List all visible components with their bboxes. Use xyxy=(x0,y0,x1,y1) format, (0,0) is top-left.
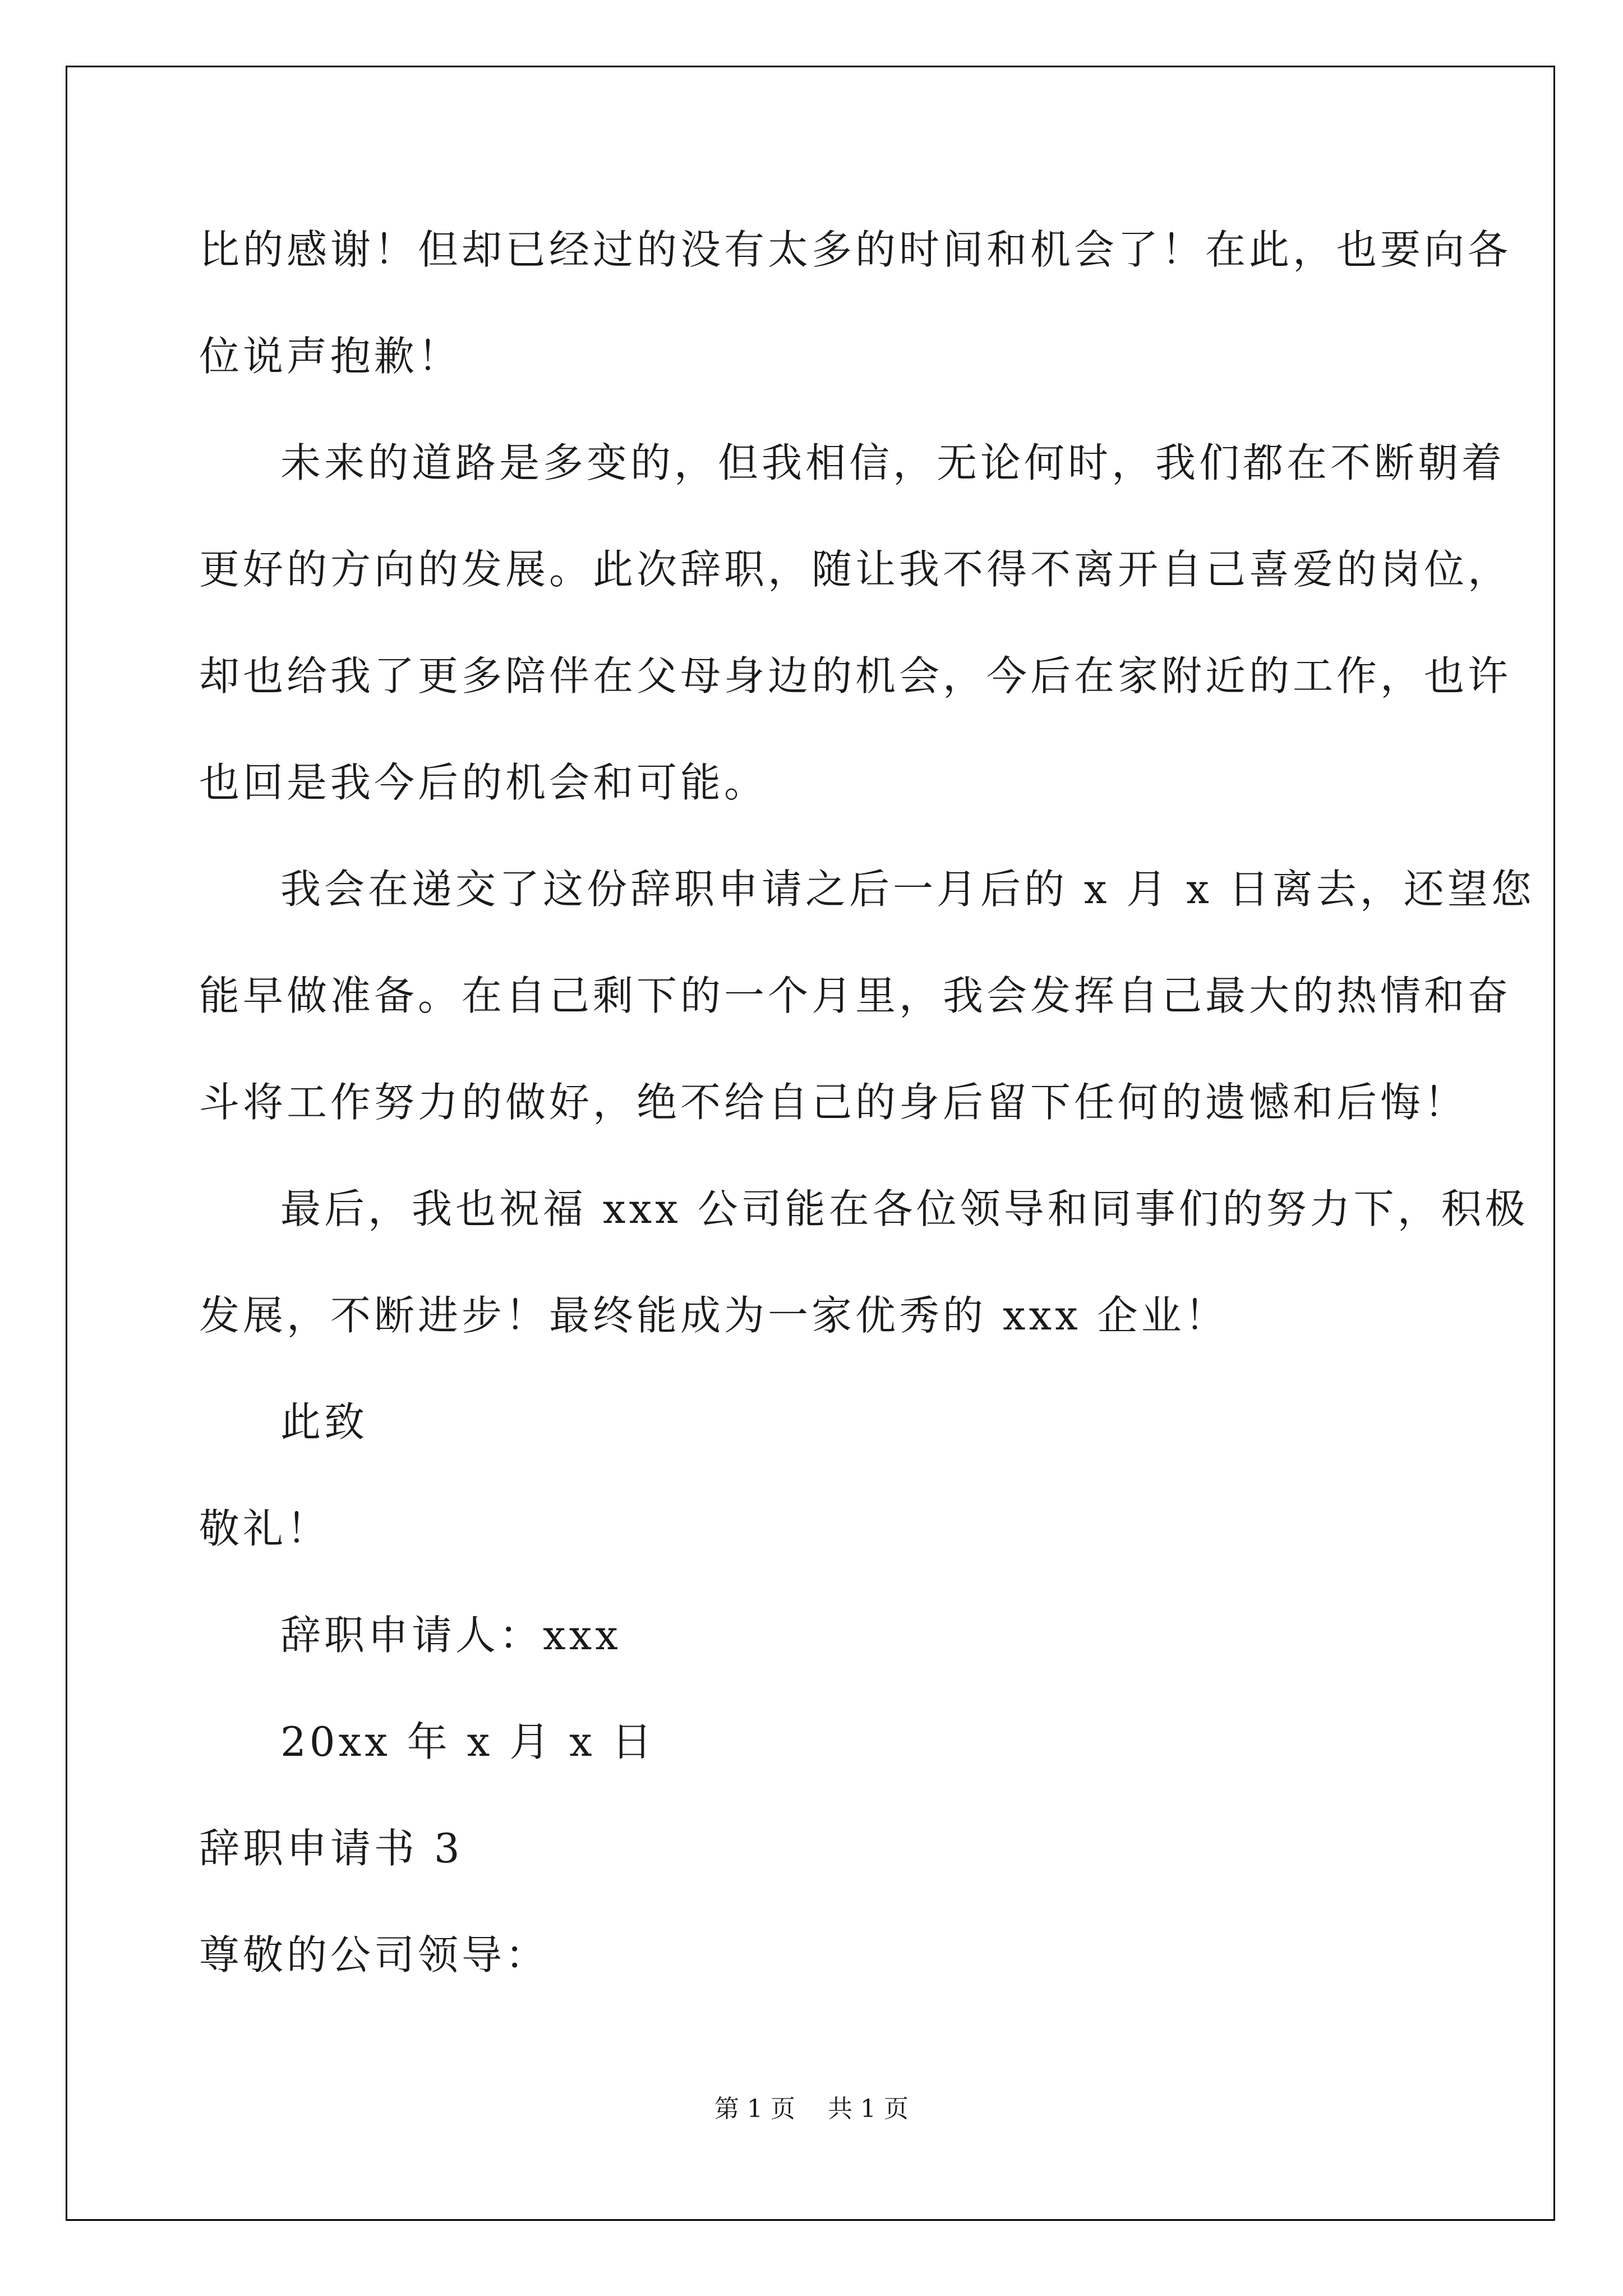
closing-salutation: 此致 xyxy=(280,1398,368,1446)
letter-greeting: 尊敬的公司领导： xyxy=(199,1931,550,1978)
text-line-5: 却也给我了更多陪伴在父母身边的机会，今后在家附近的工作，也许 xyxy=(199,652,1512,700)
applicant-signature: 辞职申请人：xxx xyxy=(280,1612,621,1659)
closing-regards: 敬礼！ xyxy=(199,1505,331,1552)
text-line-7: 我会在递交了这份辞职申请之后一月后的 x 月 x 日离去，还望您 xyxy=(280,866,1535,913)
text-line-4: 更好的方向的发展。此次辞职，随让我不得不离开自己喜爱的岗位， xyxy=(199,546,1512,593)
page-number-total: 共 1 页 xyxy=(828,2095,909,2123)
text-line-9: 斗将工作努力的做好，绝不给自己的身后留下任何的遗憾和后悔！ xyxy=(199,1079,1468,1126)
letter-date: 20xx 年 x 月 x 日 xyxy=(280,1718,656,1765)
text-line-11: 发展，不断进步！最终能成为一家优秀的 xxx 企业！ xyxy=(199,1292,1229,1339)
text-line-6: 也回是我今后的机会和可能。 xyxy=(199,759,768,806)
text-line-2: 位说声抱歉！ xyxy=(199,333,462,380)
text-line-8: 能早做准备。在自己剩下的一个月里，我会发挥自己最大的热情和奋 xyxy=(199,972,1512,1019)
document-body xyxy=(199,222,1535,2033)
page-footer xyxy=(0,2092,1623,2126)
section-title: 辞职申请书 3 xyxy=(199,1825,463,1872)
text-line-3: 未来的道路是多变的，但我相信，无论何时，我们都在不断朝着 xyxy=(280,439,1506,486)
page-number-current: 第 1 页 xyxy=(714,2095,795,2123)
text-line-10: 最后，我也祝福 xxx 公司能在各位领导和同事们的努力下，积极 xyxy=(280,1185,1529,1232)
text-line-1: 比的感谢！但却已经过的没有太多的时间和机会了！在此，也要向各 xyxy=(199,226,1512,273)
